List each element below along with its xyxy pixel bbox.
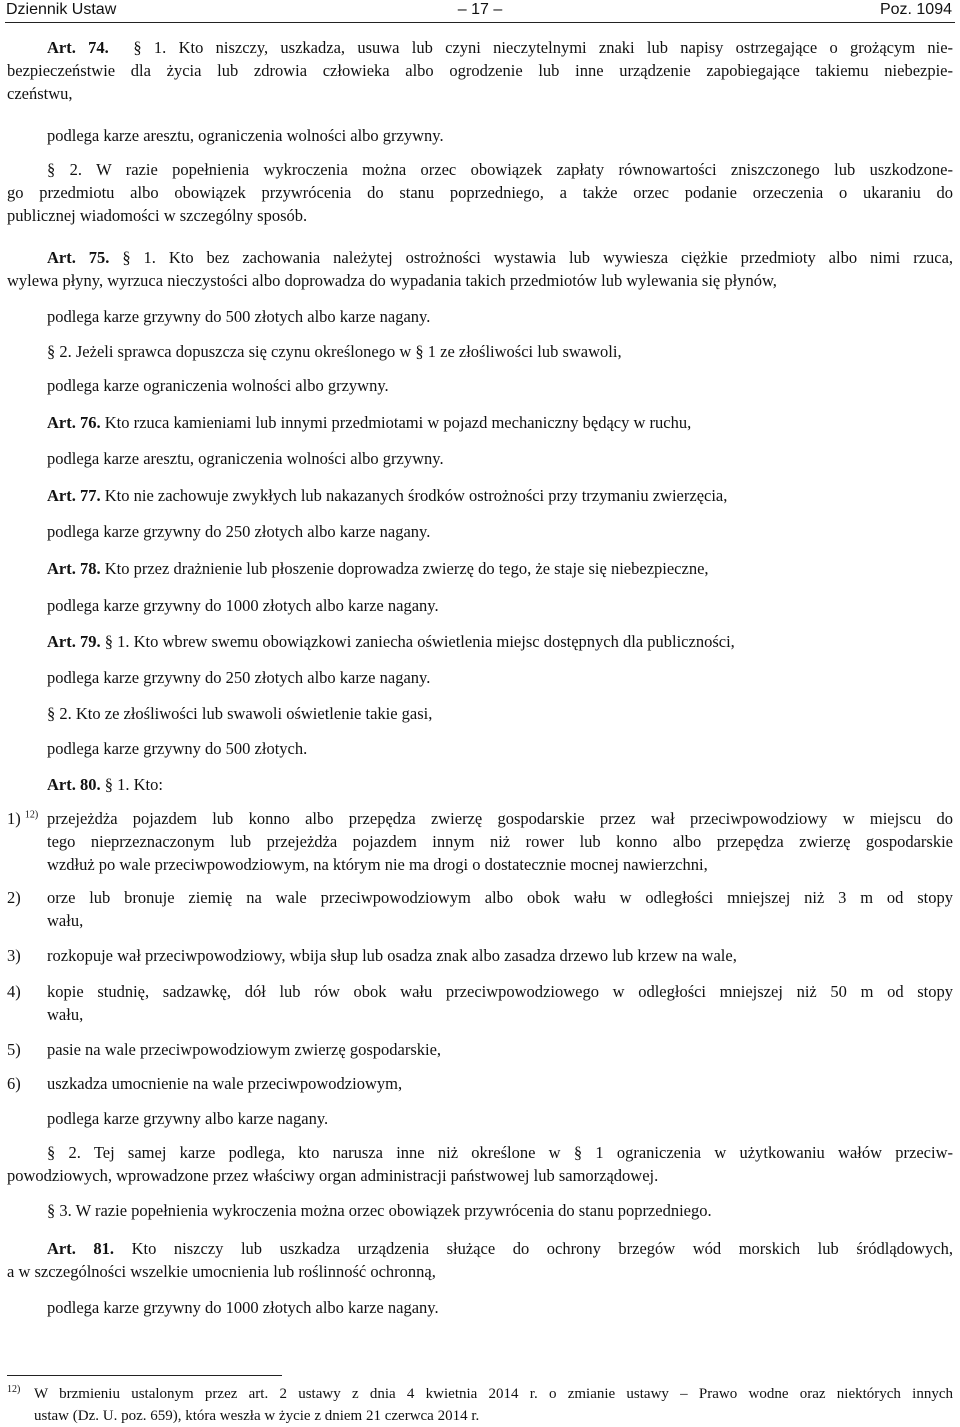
art76-text [47,411,953,434]
art79-para1 [47,630,953,653]
art74-p1-line1: Kto niszczy, uszkadza, usuwa lub czyni nieczytelnymi znaki lub napisy ostrzegające o grożącym nie- [178,38,954,57]
item-4-num: 4) [7,982,21,1001]
art74-p1-num: 1. [153,38,167,57]
art78-body: Kto przez drażnienie lub płoszenie doprowadza zwierzę do tego, że staje się niebezpieczne, [104,559,709,578]
position-number: Poz. 1094 [879,1,952,18]
art74-label: Art. 74. [47,38,109,57]
art74-p2-line1: § 2. W razie popełnienia wykroczenia można orzec obowiązek zapłaty równowartości zniszczonego lub uszkodzone- [47,160,953,179]
header-rule [5,22,955,23]
footnote-rule [7,1375,282,1376]
footnote-line2: ustaw (Dz. U. poz. 659), która weszła w życie z dniem 21 czerwca 2014 r. [34,1408,480,1424]
footnote-text [34,1383,953,1427]
art76-body: Kto rzuca kamieniami lub innymi przedmiotami w pojazd mechaniczny będący w ruchu, [104,413,692,432]
journal-title: Dziennik Ustaw [6,1,117,18]
art77-penalty: podlega karze grzywny do 250 złotych albo karze nagany. [47,522,431,541]
art75-label: Art. 75. [47,248,110,267]
art81-penalty: podlega karze grzywny do 1000 złotych albo karze nagany. [47,1298,439,1317]
art79-p1-body: § 1. Kto wbrew swemu obowiązkowi zaniecha oświetlenia miejsc dostępnych dla publiczności, [104,632,735,651]
item-6-line1: uszkadza umocnienie na wale przeciwpowodziowym, [47,1074,403,1093]
art81-line1: Kto niszczy lub uszkadza urządzenia służące do ochrony brzegów wód morskich lub śródlądowych, [131,1239,954,1258]
item-5-num: 5) [7,1040,21,1059]
art80-intro-text: § 1. Kto: [104,775,163,794]
item-2-line2: wału, [47,911,84,930]
art81-label: Art. 81. [47,1239,115,1258]
art74-p1-line3: czeństwu, [7,84,73,103]
art78-text [47,557,953,580]
art76-label: Art. 76. [47,413,101,432]
art77-text [47,484,953,507]
art75-penalty2: podlega karze ograniczenia wolności albo grzywny. [47,376,389,395]
art77-body: Kto nie zachowuje zwykłych lub nakazanych środków ostrożności przy trzymaniu zwierzęcia, [104,486,728,505]
item-5-line1: pasie na wale przeciwpowodziowym zwierzę gospodarskie, [47,1040,442,1059]
art76-penalty: podlega karze aresztu, ograniczenia wolności albo grzywny. [47,449,444,468]
art75-p1-line2: wylewa płyny, wyrzuca nieczystości albo doprowadza do wypadania takich przedmiotów lub wylewania się płynów, [7,271,777,290]
footnote-ref: 12) [24,809,39,821]
item-6-num: 6) [7,1074,21,1093]
item-1-line2: tego nieprzeznaczonym lub przejeżdża pojazdem innym niż rower lub konno albo przepędza zwierzę gospodarskie [47,832,953,851]
item-4-line1: kopie studnię, sadzawkę, dół lub rów obok wału przeciwpowodziowego w odległości mniejszej niż 50 m od stopy [47,982,953,1001]
art78-penalty: podlega karze grzywny do 1000 złotych albo karze nagany. [47,596,439,615]
art75-p1-num: § 1. [122,248,156,267]
art75-penalty1: podlega karze grzywny do 500 złotych albo karze nagany. [47,307,431,326]
footnote-number: 12) [7,1384,21,1395]
art74-para1: Art. 74. § 1. Kto niszczy, uszkadza, usuwa lub czyni nieczytelnymi znaki lub napisy ostrzegające o grożącym nie- bezpieczeństwie dla życia lub zdrowia człowieka albo ogrodzenie lub inne urządzenie zapobiegające takiemu niebezpie- czeństwu, [7,38,954,103]
art80-intro [47,773,953,796]
item-3-num: 3) [7,946,21,965]
item-4-line2: wału, [47,1005,84,1024]
item-1-line3: wzdłuż po wale przeciwpowodziowym, na którym nie ma drogi o dostatecznie mocnej nawierzchni, [47,855,708,874]
art81-line2: a w szczególności wszelkie umocnienia lub roślinność ochronną, [7,1262,436,1281]
art80-penalty: podlega karze grzywny albo karze nagany. [47,1109,329,1128]
art80-p2-line1: § 2. Tej samej karze podlega, kto narusza inne niż określone w § 1 ograniczenia w użytkowaniu wałów przeciw- [47,1143,953,1162]
art74-p2-line2: go przedmiotu albo obowiązek przywrócenia do stanu poprzedniego, a także orzec podanie orzeczenia o ukaraniu do [7,183,953,202]
art74-p1-line2: bezpieczeństwie dla życia lub zdrowia człowieka albo ogrodzenie lub inne urządzenie zapobiegające takiemu niebezpie- [7,61,953,80]
art77-label: Art. 77. [47,486,101,505]
item-3-line1: rozkopuje wał przeciwpowodziowy, wbija słup lub osadza znak albo zasadza drzewo lub krzew na wale, [47,946,737,965]
art74-p2-line3: publicznej wiadomości w szczególny sposób. [7,206,308,225]
art78-label: Art. 78. [47,559,101,578]
item-2-num: 2) [7,888,21,907]
item-text [47,886,953,932]
art79-label: Art. 79. [47,632,101,651]
art74-penalty: podlega karze aresztu, ograniczenia wolności albo grzywny. [47,126,444,145]
art75-para2: § 2. Jeżeli sprawca dopuszcza się czynu określonego w § 1 ze złośliwości lub swawoli, [47,342,622,361]
art79-penalty2: podlega karze grzywny do 500 złotych. [47,739,308,758]
art81-para [7,1237,953,1283]
item-text [47,980,953,1026]
item-text [47,807,953,876]
page-header [0,0,960,22]
footnote-line1: W brzmieniu ustalonym przez art. 2 ustawy z dnia 4 kwietnia 2014 r. o zmianie ustawy – Prawo wodne oraz niektórych innych [34,1386,953,1402]
art75-para1 [7,246,953,292]
item-number [7,807,47,830]
art80-para3: § 3. W razie popełnienia wykroczenia można orzec obowiązek przywrócenia do stanu poprzedniego. [47,1201,712,1220]
art75-p1-line1: Kto bez zachowania należytej ostrożności wystawia lub wywiesza ciężkie przedmioty albo nimi rzuca, [168,248,954,267]
art80-para2 [7,1141,953,1187]
art79-penalty1: podlega karze grzywny do 250 złotych albo karze nagany. [47,668,431,687]
art79-para2: § 2. Kto ze złośliwości lub swawoli oświetlenie takie gasi, [47,704,433,723]
item-2-line1: orze lub bronuje ziemię na wale przeciwpowodziowym albo obok wału w odległości mniejszej niż 3 m od stopy [47,888,953,907]
page-number: – 17 – [457,1,503,18]
art80-p2-line2: powodziowych, wprowadzone przez właściwy organ administracji państwowej lub samorządowej. [7,1166,659,1185]
art80-label: Art. 80. [47,775,101,794]
item-1-line1: przejeżdża pojazdem lub konno albo przepędza zwierzę gospodarskie przez wał przeciwpowodziowy w miejscu do [47,809,953,828]
item-1-num: 1) [7,809,21,828]
art74-para2 [7,158,953,227]
